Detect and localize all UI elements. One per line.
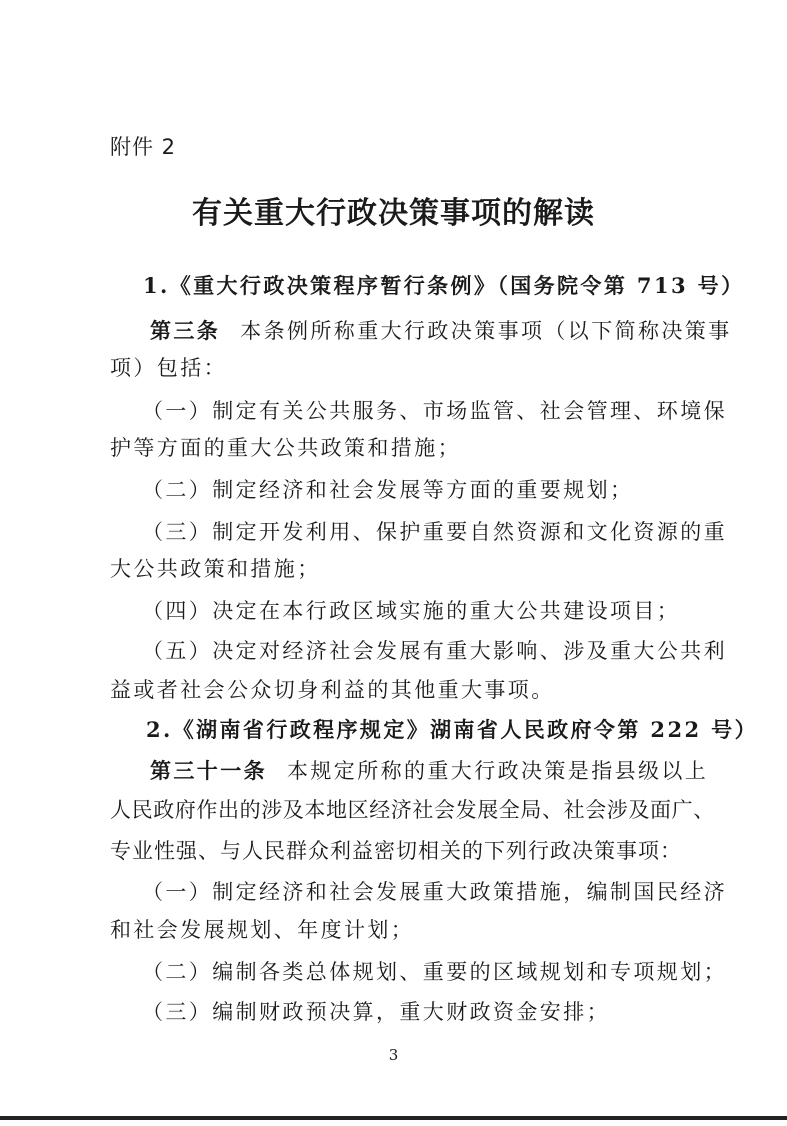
section1-article-text2: 项）包括： <box>110 356 227 380</box>
section1-article-label: 第三条 <box>150 318 221 343</box>
section1-article-line1 <box>150 317 732 345</box>
page-number: 3 <box>388 1046 399 1064</box>
section2-article-label: 第三十一条 <box>150 758 267 783</box>
section1-heading: 1.《重大行政决策程序暂行条例》（国务院令第 713 号） <box>143 273 745 298</box>
section2-item3: （三）编制财政预决算，重大财政资金安排； <box>142 1000 610 1024</box>
section1-item3-b: 大公共政策和措施； <box>110 557 321 581</box>
section1-item3-a: （三）制定开发利用、保护重要自然资源和文化资源的重 <box>142 520 727 544</box>
section2-article-text1: 本规定所称的重大行政决策是指县级以上 <box>287 759 709 783</box>
section2-heading: 2.《湖南省行政程序规定》湖南省人民政府令第 222 号） <box>146 717 758 742</box>
page-bottom-edge <box>0 1116 787 1120</box>
section1-item5-a: （五）决定对经济社会发展有重大影响、涉及重大公共利 <box>142 639 727 663</box>
section1-item4: （四）决定在本行政区域实施的重大公共建设项目； <box>142 599 681 623</box>
section2-article-text2: 人民政府作出的涉及本地区经济社会发展全局、社会涉及面广、 <box>110 798 715 822</box>
section2-article-line1 <box>150 757 708 785</box>
document-title: 有关重大行政决策事项的解读 <box>192 196 595 231</box>
section2-item1-a: （一）制定经济和社会发展重大政策措施，编制国民经济 <box>142 880 727 904</box>
attachment-label: 附件 2 <box>110 135 177 159</box>
section1-article-text1: 本条例所称重大行政决策事项（以下简称决策事 <box>240 319 732 343</box>
section1-item2: （二）制定经济和社会发展等方面的重要规划； <box>142 478 634 502</box>
section1-item1-b: 护等方面的重大公共政策和措施； <box>110 436 461 460</box>
section2-article-text3: 专业性强、与人民群众利益密切相关的下列行政决策事项： <box>110 839 682 863</box>
section2-item2: （二）编制各类总体规划、重要的区域规划和专项规划； <box>142 960 727 984</box>
section1-item1-a: （一）制定有关公共服务、市场监管、社会管理、环境保 <box>142 399 727 423</box>
section1-item5-b: 益或者社会公众切身利益的其他重大事项。 <box>110 678 555 702</box>
section2-item1-b: 和社会发展规划、年度计划； <box>110 918 415 942</box>
